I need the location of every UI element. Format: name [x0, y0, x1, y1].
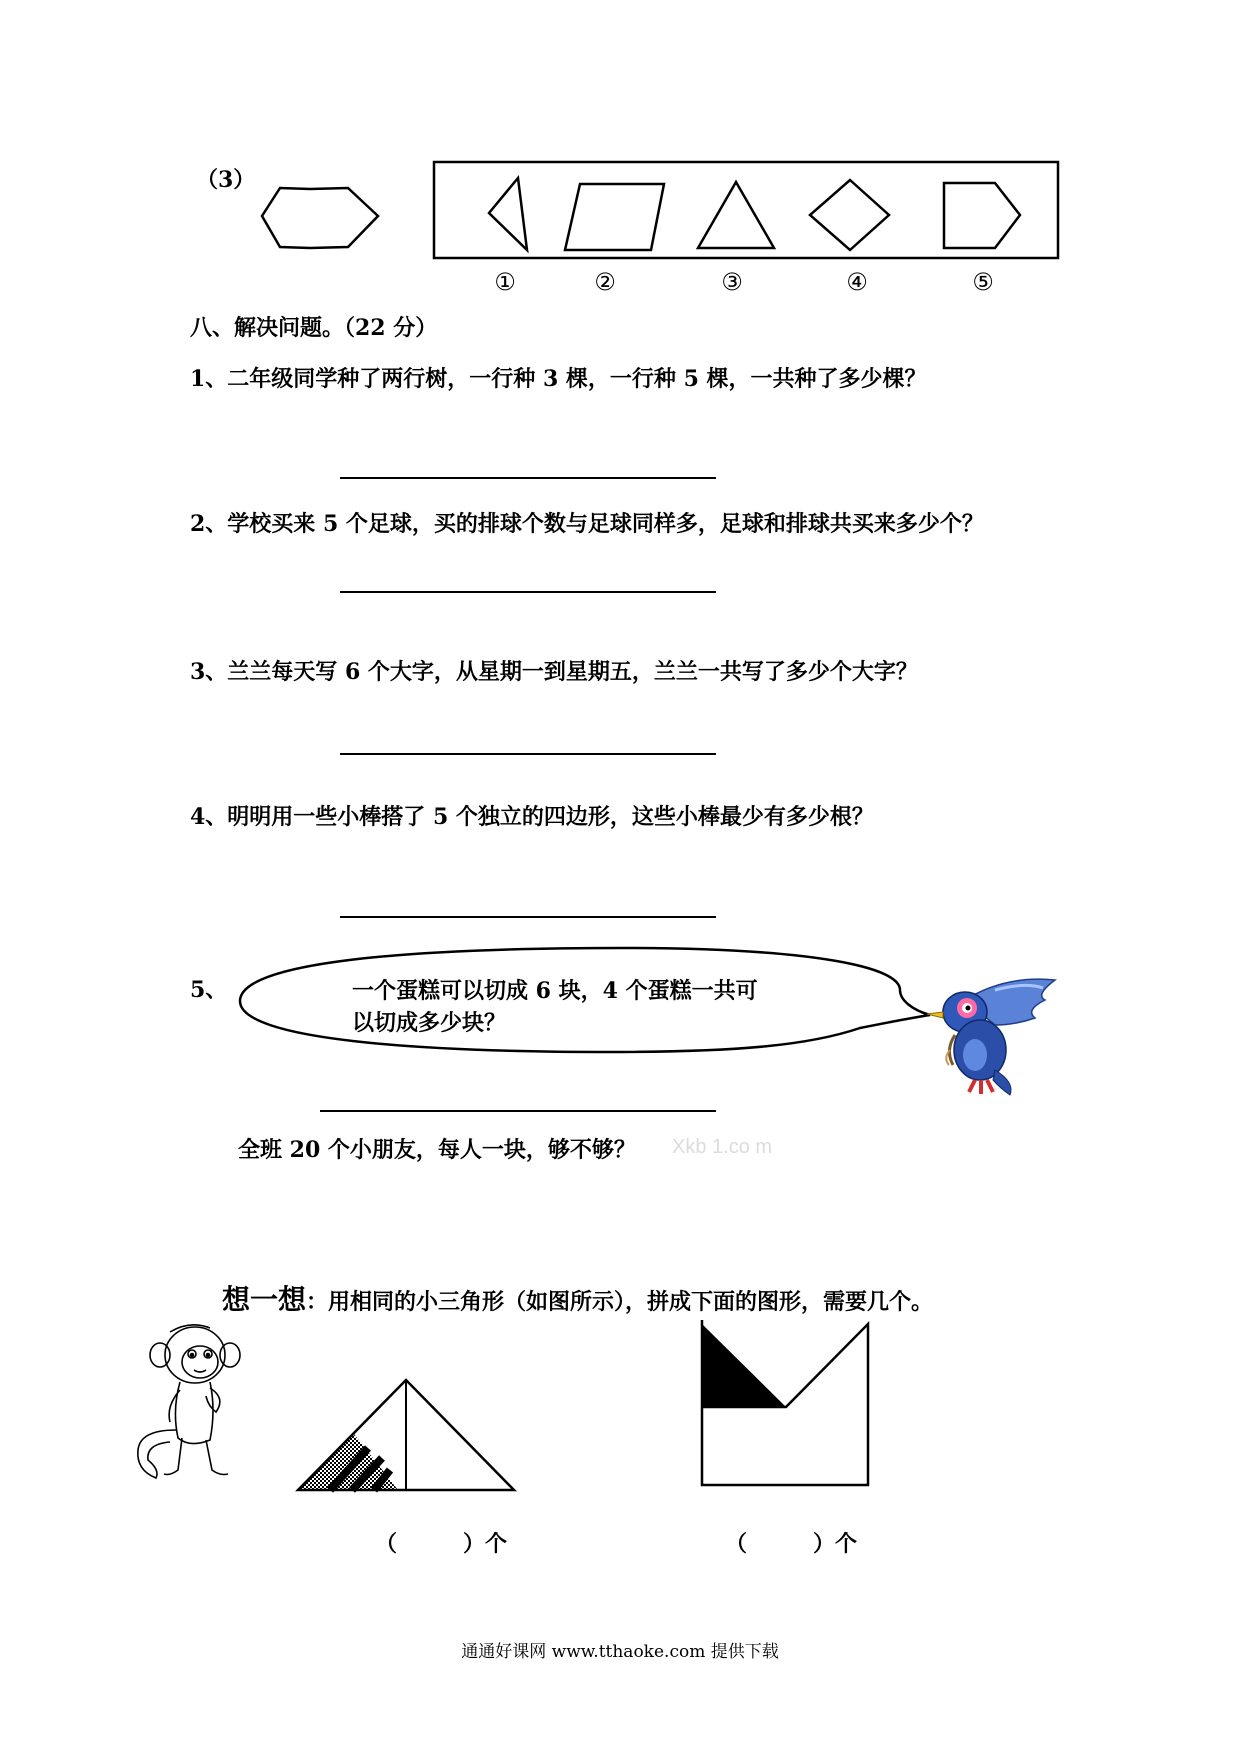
option-1-number: ① — [494, 268, 516, 296]
watermark: Xkb 1.co m — [672, 1136, 773, 1158]
section3-label: （3） — [196, 167, 256, 193]
bird-illustration — [925, 970, 1060, 1105]
question-5-number: 5、 — [190, 977, 228, 1003]
section-heading: 八、解决问题。（22 分） — [190, 315, 438, 341]
question-5-followup: 全班 20 个小朋友，每人一块，够不够？ — [238, 1137, 636, 1163]
option-2-number: ② — [594, 268, 616, 296]
footer-text: 通通好课网 www.tthaoke.com 提供下载 — [461, 1642, 779, 1662]
question-4: 4、明明用一些小棒搭了 5 个独立的四边形，这些小棒最少有多少根？ — [190, 804, 874, 830]
question-1: 1、二年级同学种了两行树，一行种 3 棵，一行种 5 棵，一共种了多少棵？ — [190, 366, 927, 392]
option-5-number: ⑤ — [972, 268, 994, 296]
m-shape-figure — [690, 1310, 880, 1495]
triangle-figure — [290, 1330, 530, 1500]
question-3: 3、兰兰每天写 6 个大字，从星期一到星期五，兰兰一共写了多少个大字？ — [190, 659, 918, 685]
monkey-illustration — [130, 1310, 260, 1490]
bubble-text-line1: 一个蛋糕可以切成 6 块，4 个蛋糕一共可 — [352, 978, 758, 1004]
answer-blank-1[interactable]: （ ）个 — [375, 1531, 508, 1557]
answer-blank-2[interactable]: （ ）个 — [725, 1531, 858, 1557]
bubble-text-line2: 以切成多少块？ — [352, 1010, 507, 1036]
question-2: 2、学校买来 5 个足球，买的排球个数与足球同样多，足球和排球共买来多少个？ — [190, 511, 984, 537]
option-4-number: ④ — [846, 268, 868, 296]
option-3-number: ③ — [721, 268, 743, 296]
think-text: ：用相同的小三角形（如图所示），拼成下面的图形，需要几个。 — [306, 1289, 934, 1315]
answer-line-5[interactable] — [320, 1110, 716, 1112]
think-title: 想一想 — [222, 1283, 307, 1316]
